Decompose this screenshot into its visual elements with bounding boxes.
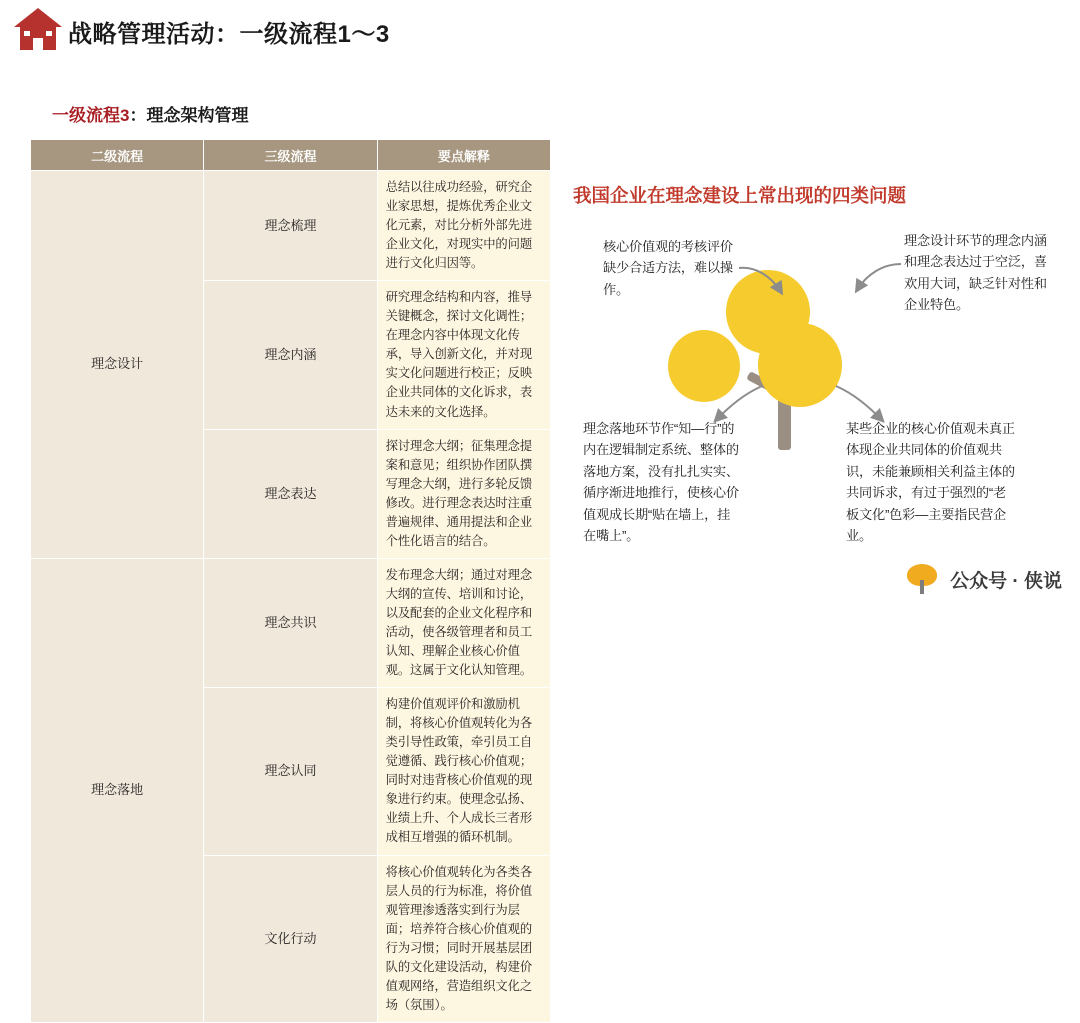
table-cell-level3: 理念表达 [204, 429, 377, 558]
section-title-accent: 一级流程3 [52, 106, 130, 125]
table-header-level3: 三级流程 [204, 140, 377, 171]
home-icon-window-right [46, 31, 52, 36]
home-icon-door [33, 38, 43, 50]
table-header-level2: 二级流程 [31, 140, 204, 171]
table-cell-level2: 理念落地 [31, 558, 204, 1022]
table-cell-detail: 构建价值观评价和激励机制，将核心价值观转化为各类引导性政策，牵引员工自觉遵循、践行核心价值观；同时对违背核心价值观的现象进行约束。使理念弘扬、业绩上升、个人成长三者形成相互增强的循环机制。 [377, 688, 550, 855]
table-cell-detail: 将核心价值观转化为各类各层人员的行为标准，将价值观管理渗透落实到行为层面；培养符合核心价值观的行为习惯；同时开展基层团队的文化建设活动，构建价值观网络，营造组织文化之场（氛围）。 [377, 855, 550, 1022]
table-cell-detail: 总结以往成功经验，研究企业家思想，提炼优秀企业文化元素，对比分析外部先进企业文化，对现实中的问题进行文化归因等。 [377, 171, 550, 281]
table-cell-level3: 文化行动 [204, 855, 377, 1022]
watermark-text: 公众号 · 侠说 [950, 570, 1062, 592]
right-panel-title: 我国企业在理念建设上常出现的四类问题 [573, 185, 907, 206]
section-title [52, 101, 248, 126]
note-bottom-right: 某些企业的核心价值观未真正体现企业共同体的价值观共识，未能兼顾相关利益主体的共同诉求，有过于强烈的“老板文化”色彩—主要指民营企业。 [846, 421, 1015, 543]
tree-logo-icon [903, 560, 941, 598]
table-header-row [31, 140, 551, 171]
home-icon [14, 8, 62, 52]
table-cell-detail: 探讨理念大纲；征集理念提案和意见；组织协作团队撰写理念大纲，进行多轮反馈修改。进行理念表达时注重普遍规律、通用提法和企业个性化语言的结合。 [377, 429, 550, 558]
note-top-right: 理念设计环节的理念内涵和理念表达过于空泛，喜欢用大词，缺乏针对性和企业特色。 [904, 233, 1047, 313]
table-row [31, 558, 551, 687]
table-cell-level3: 理念梳理 [204, 171, 377, 281]
page-header [0, 0, 1080, 62]
tree-leaf-right [758, 323, 842, 407]
home-icon-roof [14, 8, 62, 27]
home-icon-window-left [24, 31, 30, 36]
tree-leaf-left [668, 330, 740, 402]
table-cell-detail: 发布理念大纲；通过对理念大纲的宣传、培训和讨论，以及配套的企业文化程序和活动，使各级管理者和员工认知、理解企业核心价值观。这属于文化认知管理。 [377, 558, 550, 687]
note-bottom-left: 理念落地环节作“知—行”的内在逻辑制定系统、整体的落地方案，没有扎扎实实、循序渐进地推行，使核心价值观成长期“贴在墙上，挂在嘴上”。 [583, 421, 739, 543]
process-table [30, 139, 551, 1023]
table-cell-level3: 理念认同 [204, 688, 377, 855]
section-title-rest: ：理念架构管理 [129, 106, 249, 125]
tree-logo-stem [920, 580, 924, 594]
table-header-detail: 要点解释 [377, 140, 550, 171]
watermark [903, 560, 1062, 598]
table-cell-detail: 研究理念结构和内容，推导关键概念，探讨文化调性；在理念内容中体现文化传承，导入创新文化，并对现实文化问题进行校正；反映企业共同体的文化诉求，表达未来的文化选择。 [377, 281, 550, 429]
table-cell-level3: 理念共识 [204, 558, 377, 687]
table-cell-level2: 理念设计 [31, 171, 204, 559]
table-cell-level3: 理念内涵 [204, 281, 377, 429]
page-title: 战略管理活动：一级流程1～3 [68, 21, 390, 48]
note-top-left: 核心价值观的考核评价缺少合适方法，难以操作。 [603, 239, 733, 297]
table-row [31, 171, 551, 281]
